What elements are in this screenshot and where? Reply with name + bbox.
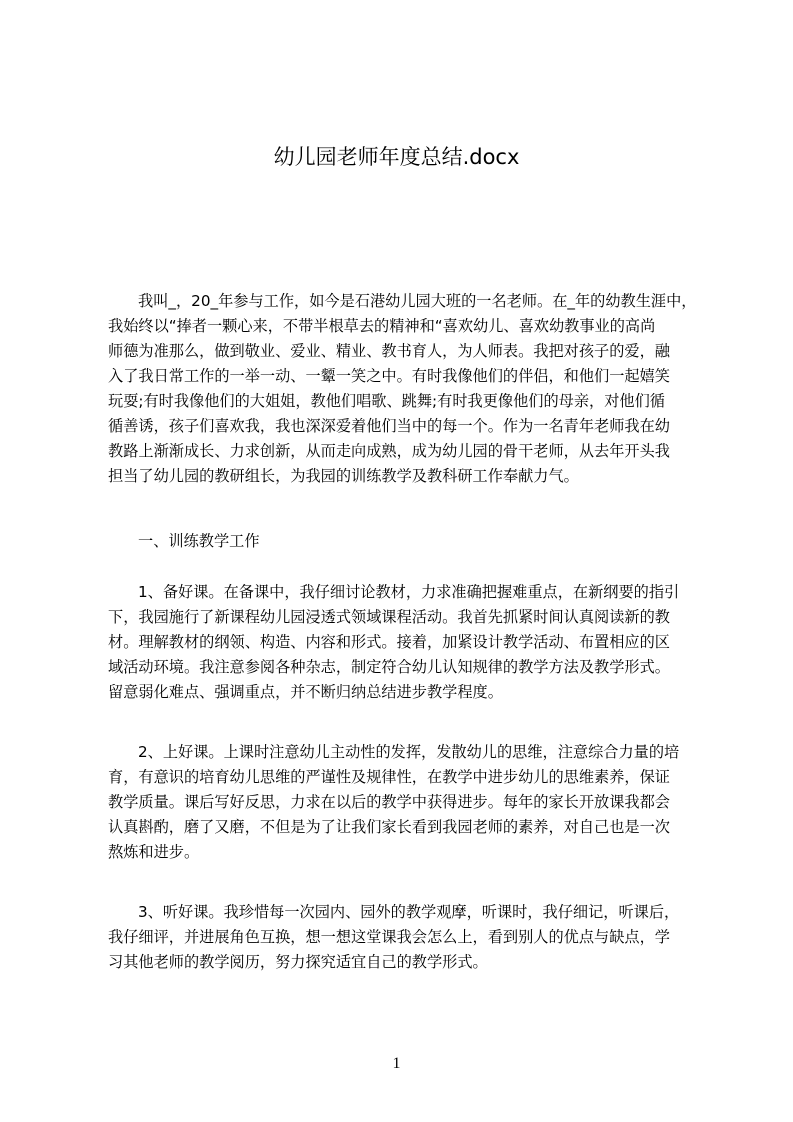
- paragraph-line: 担当了幼儿园的教研组长，为我园的训练教学及教科研工作奉献力气。: [108, 467, 579, 485]
- paragraph-line: 习其他老师的教学阅历，努力探究适宜自己的教学形式。: [108, 953, 488, 971]
- paragraph-line: 循善诱，孩子们喜欢我，我也深深爱着他们当中的每一个。作为一名青年老师我在幼: [108, 417, 670, 435]
- section-heading: [108, 529, 718, 554]
- document-title: 幼儿园老师年度总结.docx: [273, 145, 520, 169]
- paragraph-line: 玩耍;有时我像他们的大姐姐，教他们唱歌、跳舞;有时我更像他们的母亲，对他们循: [108, 392, 665, 410]
- section-heading-text: 一、训练教学工作: [138, 532, 260, 550]
- item1-paragraph: [108, 580, 718, 705]
- paragraph-line: 认真斟酌，磨了又磨，不但是为了让我们家长看到我园老师的素养，对自己也是一次: [108, 818, 670, 836]
- paragraph-line: 育，有意识的培育幼儿思维的严谨性及规律性，在教学中进步幼儿的思维素养，保证: [108, 768, 670, 786]
- paragraph-line: 域活动环境。我注意参阅各种杂志，制定符合幼儿认知规律的教学方法及教学形式。: [108, 658, 670, 676]
- paragraph-line: 下，我园施行了新课程幼儿园浸透式领域课程活动。我首先抓紧时间认真阅读新的教: [108, 608, 670, 626]
- intro-paragraph: [108, 289, 718, 489]
- paragraph-line: 我叫_，20_年参与工作，如今是石港幼儿园大班的一名老师。在_年的幼教生涯中，: [138, 292, 697, 310]
- paragraph-line: 3、听好课。我珍惜每一次园内、园外的教学观摩，听课时，我仔细记，听课后，: [138, 903, 680, 921]
- paragraph-line: 材。理解教材的纲领、构造、内容和形式。接着，加紧设计教学活动、布置相应的区: [108, 633, 670, 651]
- paragraph-line: 熬炼和进步。: [108, 843, 200, 861]
- paragraph-line: 入了我日常工作的一举一动、一颦一笑之中。有时我像他们的伴侣，和他们一起嬉笑: [108, 367, 670, 385]
- paragraph-line: 2、上好课。上课时注意幼儿主动性的发挥，发散幼儿的思维，注意综合力量的培: [138, 743, 680, 761]
- paragraph-line: 教学质量。课后写好反思，力求在以后的教学中获得进步。每年的家长开放课我都会: [108, 793, 670, 811]
- paragraph-line: 师德为准那么，做到敬业、爱业、精业、教书育人，为人师表。我把对孩子的爱，融: [108, 342, 670, 360]
- paragraph-line: 教路上渐渐成长、力求创新，从而走向成熟，成为幼儿园的骨干老师，从去年开头我: [108, 442, 670, 460]
- item3-paragraph: [108, 900, 718, 975]
- paragraph-line: 留意弱化难点、强调重点，并不断归纳总结进步教学程度。: [108, 683, 503, 701]
- paragraph-line: 1、备好课。在备课中，我仔细讨论教材，力求准确把握难重点，在新纲要的指引: [138, 583, 680, 601]
- page-number: 1: [392, 1055, 401, 1072]
- item2-paragraph: [108, 740, 718, 865]
- paragraph-line: 我始终以“捧者一颗心来，不带半根草去的精神和“喜欢幼儿、喜欢幼教事业的高尚: [108, 317, 656, 335]
- paragraph-line: 我仔细评，并进展角色互换，想一想这堂课我会怎么上，看到别人的优点与缺点，学: [108, 928, 670, 946]
